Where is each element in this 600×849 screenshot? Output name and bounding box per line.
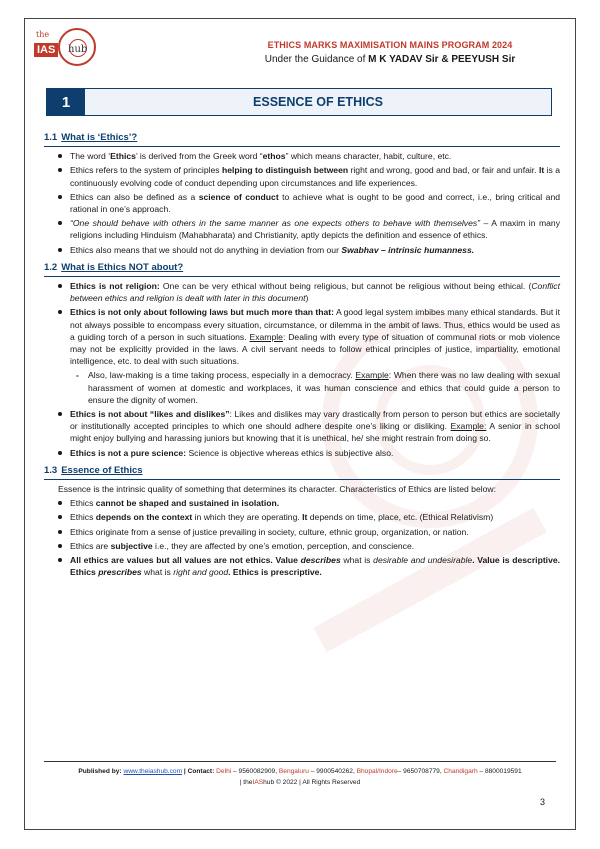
list-item: Ethics also means that we should not do anything in deviation from our Swabhav – intrinsic humanness. <box>58 244 560 256</box>
list-item: Ethics is not about “likes and dislikes”: Likes and dislikes may vary drastically from person to person but ethics are societally or institutionally accepted principles to which one should adhere despite one’s liking or disliking. Example: A senior in school might enjoy bullying and harassing juniors but knowing that it is unethical, he/ she might restrain from doing so. <box>58 408 560 445</box>
section-heading-1-1 <box>44 132 560 147</box>
guidance-names: M K YADAV Sir & PEEYUSH Sir <box>368 54 516 65</box>
list-item: Ethics depends on the context in which they are operating. It depends on time, place, etc. (Ethical Relativism) <box>58 511 560 523</box>
list-item: Ethics is not a pure science: Science is objective whereas ethics is subjective also. <box>58 447 560 459</box>
section-intro: Essence is the intrinsic quality of something that determines its character. Characteristics of Ethics are listed below: <box>58 484 496 495</box>
list-item: Ethics refers to the system of principles helping to distinguish between right and wrong, good and bad, or fair and unfair. It is a continuously evolving code of conduct depending upon circumstances and life experiences. <box>58 164 560 188</box>
list-item: The word ‘Ethics’ is derived from the Greek word “ethos” which means character, habit, culture, etc. <box>58 150 560 162</box>
list-item: Ethics are subjective i.e., they are affected by one’s emotion, perception, and conscience. <box>58 540 560 552</box>
brand-logo[interactable] <box>34 26 118 82</box>
section-heading-1-2 <box>44 262 560 277</box>
section-1-3-list <box>44 497 560 578</box>
section-1-1-list <box>44 150 560 256</box>
list-item: Ethics is not only about following laws but much more than that: A good legal system imbibes many ethical standards. But it not always possible to encompass every situation, circumstance, or dilemma in the ambit of laws. Thus, ethics would be used as a guiding torch of a person in such situations. Example: Dealing with every type of situation of communal riots or mob violence may not be explicitly provided in the laws. A civil servant needs to follow ethical principles of justice, impartiality, emotional intelligence, etc. to deal with such situations. <box>58 306 560 367</box>
document-content <box>44 126 560 581</box>
logo-hub-text: hub <box>68 44 88 55</box>
list-item: Ethics cannot be shaped and sustained in isolation. <box>58 497 560 509</box>
website-link[interactable]: www.theiashub.com <box>123 768 183 775</box>
logo-the-text: the <box>36 30 50 39</box>
chapter-number: 1 <box>47 89 85 115</box>
section-number: 1.2 <box>44 261 58 273</box>
section-title: What is ‘Ethics’? <box>61 132 138 143</box>
section-number: 1.1 <box>44 132 58 143</box>
published-by-label: Published by: <box>78 768 124 775</box>
list-item: “One should behave with others in the same manner as one expects others to behave with themselves” – A maxim in many religions including Hinduism (Mahabharata) and Christianity, aptly depicts the definition and essence of ethics. <box>58 217 560 241</box>
section-title: Essence of Ethics <box>61 464 143 476</box>
program-title: ETHICS MARKS MAXIMISATION MAINS PROGRAM 2024 <box>267 40 513 50</box>
footer-contact: Published by: www.theiashub.com | Contact: Delhi – 9560082909, Bengaluru – 9900540262, Bhopal/Indore– 9650708779, Chandigarh – 8800019591 <box>78 768 522 775</box>
chapter-title: ESSENCE OF ETHICS <box>253 95 383 109</box>
section-title: What is Ethics NOT about? <box>61 261 184 273</box>
footer-divider <box>44 761 556 762</box>
sub-list-item: - Also, law-making is a time taking process, especially in a democracy. Example: When there was no law dealing with sexual harassment of women at domestic and workplaces, it was human conscience and ethics that could guide a person to ensure the dignity of women. <box>76 369 560 406</box>
list-item: Ethics can also be defined as a science of conduct to achieve what is ought to be good and correct, i.e., bring critical and rational in one’s approach. <box>58 191 560 215</box>
footer-copyright: | theIAShub © 2022 | All Rights Reserved <box>239 779 361 786</box>
section-1-2-list <box>44 280 560 459</box>
logo-ias-text: IAS <box>34 43 58 57</box>
guidance-line <box>200 54 580 65</box>
section-heading-1-3 <box>44 465 560 480</box>
list-item: Ethics originate from a sense of justice prevailing in society, culture, ethnic group, organization, or nation. <box>58 526 560 538</box>
section-number: 1.3 <box>44 464 58 476</box>
list-item: Ethics is not religion: One can be very ethical without being religious, but cannot be religious without being ethical. (Conflict between ethics and religion is dealt with later in this document) <box>58 280 560 304</box>
list-item: All ethics are values but all values are not ethics. Value describes what is desirable and undesirable. Value is descriptive. Ethics prescribes what is right and good. Ethics is prescriptive. <box>58 554 560 578</box>
chapter-heading-bar <box>46 88 552 116</box>
page-number: 3 <box>540 797 546 807</box>
guidance-prefix: Under the Guidance of <box>264 54 369 65</box>
